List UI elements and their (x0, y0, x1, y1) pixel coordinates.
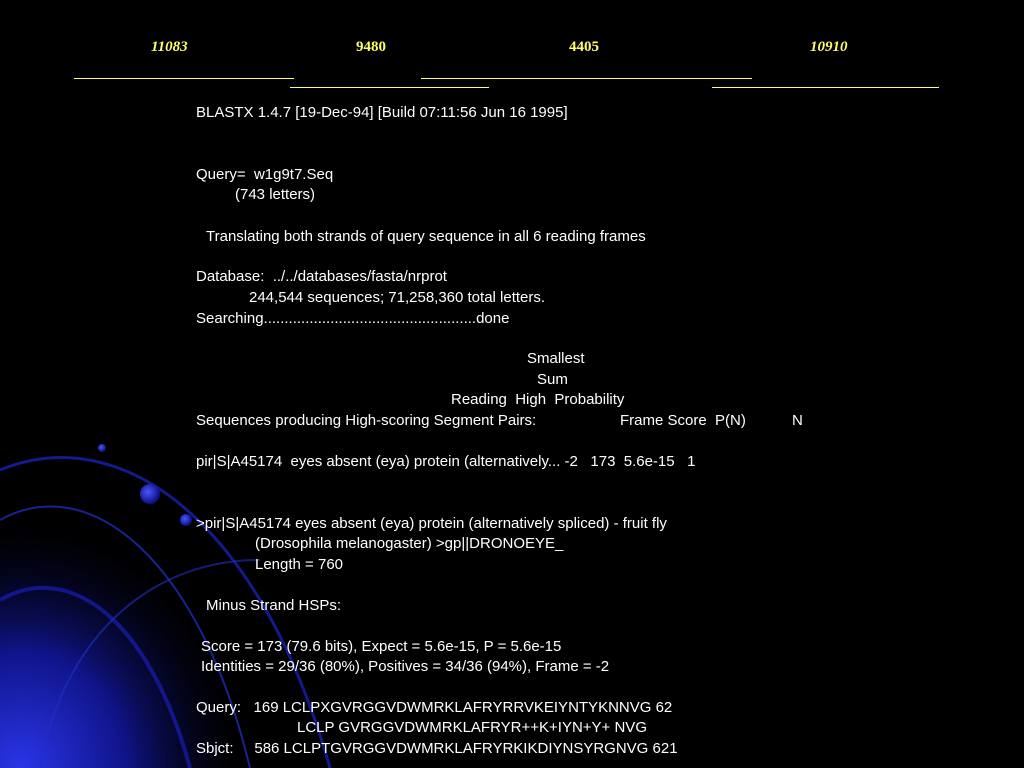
database-stats: 244,544 sequences; 71,258,360 total letters. (249, 289, 546, 306)
header-rule (712, 87, 939, 88)
strand-label: Minus Strand HSPs: (206, 597, 342, 614)
column-header-n: N (792, 412, 803, 429)
header-rule (74, 78, 294, 79)
translating-note: Translating both strands of query sequence in all 6 reading frames (206, 228, 646, 245)
hit-summary-row: pir|S|A45174 eyes absent (eya) protein (alternatively... -2 173 5.6e-15 1 (196, 453, 696, 470)
column-header-sum: Sum (537, 371, 568, 388)
swirl-dot (98, 444, 106, 452)
searching-status: Searching...................................................done (196, 310, 510, 327)
hit-organism: (Drosophila melanogaster) >gp||DRONOEYE_ (255, 535, 564, 552)
sequences-heading: Sequences producing High-scoring Segment Pairs: (196, 412, 537, 429)
header-number-4: 10910 (810, 39, 848, 55)
header-number-3: 4405 (569, 39, 599, 55)
identities-line: Identities = 29/36 (80%), Positives = 34/36 (94%), Frame = -2 (201, 658, 610, 675)
hit-title: >pir|S|A45174 eyes absent (eya) protein (alternatively spliced) - fruit fly (196, 515, 667, 532)
column-header-smallest: Smallest (527, 350, 585, 367)
swirl-dot (180, 514, 192, 526)
header-number-1: 11083 (151, 39, 188, 55)
column-header-frame: Frame Score P(N) (620, 412, 746, 429)
score-line: Score = 173 (79.6 bits), Expect = 5.6e-15, P = 5.6e-15 (201, 638, 562, 655)
column-header-reading: Reading High Probability (451, 391, 625, 408)
alignment-query: Query: 169 LCLPXGVRGGVDWMRKLAFRYRRVKEIYNTYKNNVG 62 (196, 699, 673, 716)
header-rule (290, 87, 489, 88)
swirl-dot (140, 484, 160, 504)
header-number-2: 9480 (356, 39, 386, 55)
program-version: BLASTX 1.4.7 [19-Dec-94] [Build 07:11:56 Jun 16 1995] (196, 104, 568, 121)
alignment-subject: Sbjct: 586 LCLPTGVRGGVDWMRKLAFRYRKIKDIYNSYRGNVG 621 (196, 740, 678, 757)
hit-length: Length = 760 (255, 556, 344, 573)
query-length: (743 letters) (235, 186, 316, 203)
query-name: Query= w1g9t7.Seq (196, 166, 334, 183)
alignment-middle: LCLP GVRGGVDWMRKLAFRYR++K+IYN+Y+ NVG (297, 719, 647, 736)
database-path: Database: ../../databases/fasta/nrprot (196, 268, 447, 285)
header-rule (421, 78, 752, 79)
